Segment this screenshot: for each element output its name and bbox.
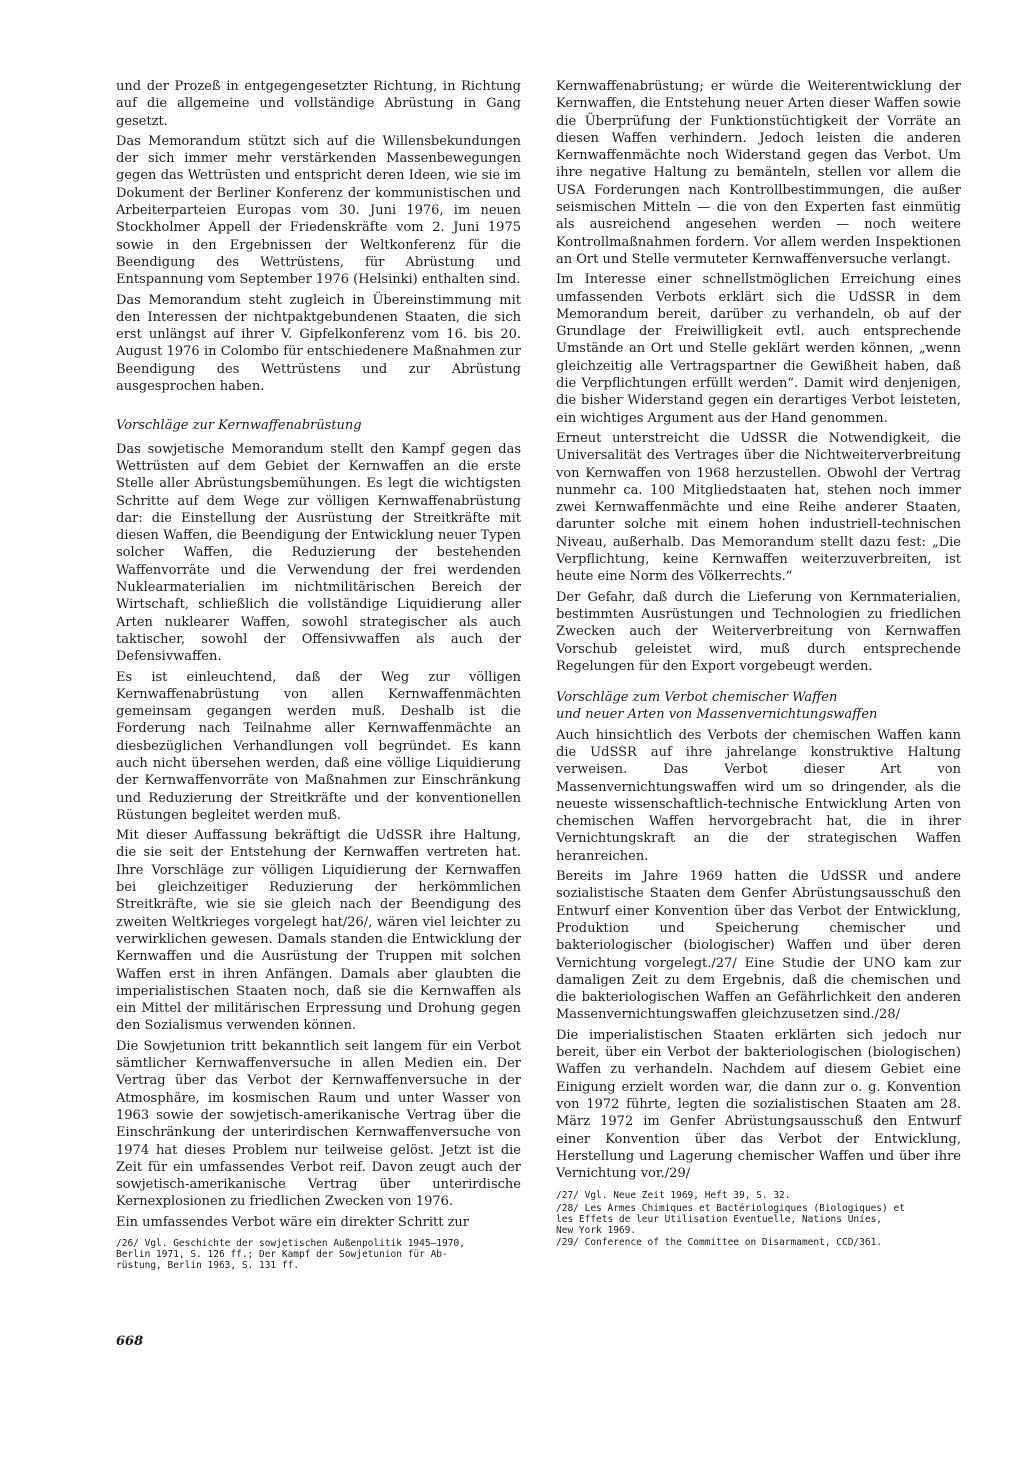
paragraph: Auch hinsichtlich des Verbots der chemischen Waffen kann die UdSSR auf ihre jahrelange konstruktive Haltung verweisen. Das Verbot dieser Art von Massenvernichtungswaffen wird um so dringender, als die neueste wissenschaftlich-technische Entwicklung Arten von chemischen Waffen hervorgebracht hat, die in ihrer Vernichtungskraft an die der strategischen Waffen heranreichen. <box>556 727 961 864</box>
paragraph: Mit dieser Auffassung bekräftigt die UdSSR ihre Haltung, die sie seit der Entstehung der Kernwaffen vertreten hat. Ihre Vorschläge zur völligen Liquidierung der Kernwaffen bei gleichzeitiger Reduzierung der herkömmlichen Streitkräfte, wie sie sie gleich nach der Beendigung des zweiten Weltkrieges vorgelegt hat/26/, wären viel leichter zu verwirklichen gewesen. Damals standen die Entwicklung der Kernwaffen und die Ausrüstung der Truppen mit solchen Waffen erst in ihren Anfängen. Damals aber glaubten die imperialistischen Staaten noch, daß sie die Kernwaffen als ein Mittel der militärischen Erpressung und Drohung gegen den Sozialismus verwenden können. <box>116 828 521 1034</box>
paragraph: Die imperialistischen Staaten erklärten sich jedoch nur bereit, über ein Verbot der bakteriologischen (biologischen) Waffen zu verhandeln. Nachdem auf diesem Gebiet eine Einigung erzielt worden war, die dann zur o. g. Konvention von 1972 führte, legten die sozialistischen Staaten am 28. März 1972 im Genfer Abrüstungsausschuß den Entwurf einer Konvention über das Verbot der Entwicklung, Herstellung und Lagerung chemischer Waffen und über ihre Vernichtung vor./29/ <box>556 1027 961 1182</box>
footnote: /26/ Vgl. Geschichte der sowjetischen Außenpolitik 1945–1970, Berlin 1971, S. 126 ff.; Der Kampf der Sowjetunion für Ab- rüstung, Berlin 1963, S. 131 ff. <box>116 1238 465 1272</box>
left-column <box>116 78 521 1273</box>
paragraph: Erneut unterstreicht die UdSSR die Notwendigkeit, die Universalität des Vertrages über die Nichtweiterverbreitung von Kernwaffen von 1968 herzustellen. Obwohl der Vertrag nunmehr ca. 100 Mitgliedstaaten hat, stehen noch immer zwei Kernwaffenmächte und eine Reihe anderer Staaten, darunter solche mit einem hohen industriell-technischen Niveau, außerhalb. Das Memorandum stellt dazu fest: „Die Verpflichtung, keine Kernwaffen weiterzuverbreiten, ist heute eine Norm des Völkerrechts.“ <box>556 430 961 585</box>
footnote: /27/ Vgl. Neue Zeit 1969, Heft 39, S. 32. <box>556 1190 791 1202</box>
paragraph: Ein umfassendes Verbot wäre ein direkter Schritt zur <box>116 1214 469 1230</box>
paragraph: Der Gefahr, daß durch die Lieferung von Kernmaterialien, bestimmten Ausrüstungen und Technologien zu friedlichen Zwecken auch der Weiterverbreitung von Kernwaffen Vorschub geleistet wird, muß durch entsprechende Regelungen für den Export vorgebeugt werden. <box>556 589 961 674</box>
section-heading: Vorschläge zum Verbot chemischer Waffen und neuer Arten von Massenvernichtungswaffen <box>556 690 878 723</box>
right-column <box>556 78 961 1249</box>
paragraph: Das Memorandum stützt sich auf die Willensbekundungen der sich immer mehr verstärkenden Massenbewegungen gegen das Wettrüsten und entspricht deren Ideen, wie sie im Dokument der Berliner Konferenz der kommunistischen und Arbeiterparteien Europas vom 30. Juni 1976, im neuen Stockholmer Appell der Friedenskräfte vom 2. Juni 1975 sowie in den Ergebnissen der Weltkonferenz für die Beendigung des Wettrüstens, für Abrüstung und Entspannung vom September 1976 (Helsinki) enthalten sind. <box>116 133 521 288</box>
paragraph: und der Prozeß in entgegengesetzter Richtung, in Richtung auf die allgemeine und vollständige Abrüstung in Gang gesetzt. <box>116 79 521 129</box>
paragraph: Das sowjetische Memorandum stellt den Kampf gegen das Wettrüsten auf dem Gebiet der Kernwaffen an die erste Stelle aller Abrüstungsbemühungen. Es legt die wichtigsten Schritte auf dem Wege zur völligen Kernwaffenabrüstung dar: die Einstellung der Ausrüstung der Streitkräfte mit diesen Waffen, die Beendigung der Entwicklung neuer Typen solcher Waffen, die Reduzierung der bestehenden Waffenvorräte und die Verwendung der frei werdenden Nuklearmaterialien im nichtmilitärischen Bereich der Wirtschaft, schließlich die vollständige Liquidierung aller Arten nuklearer Waffen, sowohl strategischer als auch taktischer, sowohl der Offensivwaffen als auch der Defensivwaffen. <box>116 441 521 665</box>
paragraph: Im Interesse einer schnellstmöglichen Erreichung eines umfassenden Verbots erklärt sich die UdSSR in dem Memorandum bereit, darüber zu verhandeln, ob auf der Grundlage der Freiwilligkeit evtl. auch entsprechende Umstände an Ort und Stelle geklärt werden können, „wenn gleichzeitig alle Vertragspartner die Gewißheit haben, daß die Verpflichtungen erfüllt werden“. Damit wird denjenigen, die bisher Widerstand gegen ein derartiges Verbot leisteten, ein wichtiges Argument aus der Hand genommen. <box>556 272 961 426</box>
section-heading: Vorschläge zur Kernwaffenabrüstung <box>116 418 362 434</box>
paragraph: Die Sowjetunion tritt bekanntlich seit langem für ein Verbot sämtlicher Kernwaffenversuche in allen Medien ein. Der Vertrag über das Verbot der Kernwaffenversuche in der Atmosphäre, im kosmischen Raum und unter Wasser von 1963 sowie der sowjetisch-amerikanische Vertrag über die Einschränkung der unterirdischen Kernwaffenversuche von 1974 hat dieses Problem nur teilweise gelöst. Jetzt ist die Zeit für ein umfassendes Verbot reif. Davon zeugt auch der sowjetisch-amerikanische Vertrag über unterirdische Kernexplosionen zu friedlichen Zwecken von 1976. <box>116 1038 521 1210</box>
paragraph: Kernwaffenabrüstung; er würde die Weiterentwicklung der Kernwaffen, die Entstehung neuer Arten dieser Waffen sowie die Überprüfung der Funktionstüchtigkeit der Vorräte an diesen Waffen verhindern. Jedoch leisten die anderen Kernwaffenmächte noch Widerstand gegen das Verbot. Um ihre negative Haltung zu bemänteln, stellen vor allem die USA Forderungen nach Kontrollbestimmungen, die außer seismischen Mitteln — die von den Experten fast einmütig als ausreichend angesehen werden — noch weitere Kontrollmaßnahmen fordern. Vor allem werden Inspektionen an Ort und Stelle vermuteter Kernwaffenversuche verlangt. <box>556 79 961 267</box>
footnote: /29/ Conference of the Committee on Disarmament, CCD/361. <box>556 1237 883 1249</box>
paragraph: Bereits im Jahre 1969 hatten die UdSSR und andere sozialistische Staaten dem Genfer Abrüstungsausschuß den Entwurf einer Konvention über das Verbot der Entwicklung, Produktion und Speicherung chemischer und bakteriologischer (biologischer) Waffen und über deren Vernichtung vorgelegt./27/ Eine Studie der UNO kam zur damaligen Zeit zu dem Ergebnis, daß die chemischen und die bakteriologischen Waffen an Gefährlichkeit den anderen Massenvernichtungswaffen gleichzusetzen sind./28/ <box>556 869 961 1023</box>
paragraph: Es ist einleuchtend, daß der Weg zur völligen Kernwaffenabrüstung von allen Kernwaffenmächten gemeinsam gegangen werden muß. Deshalb ist die Forderung nach Teilnahme aller Kernwaffenmächte an diesbezüglichen Verhandlungen voll begründet. Es kann auch nicht übersehen werden, daß eine völlige Liquidierung der Kernwaffenvorräte von Maßnahmen zur Einschränkung und Reduzierung der Streitkräfte und der konventionellen Rüstungen begleitet werden muß. <box>116 669 521 823</box>
footnote: /28/ Les Armes Chimiques et Bactériologiques (Biologiques) et les Effets de leur Utilisation Eventuelle, Nations Unies, New York 1969. <box>556 1202 905 1237</box>
paragraph: Das Memorandum steht zugleich in Übereinstimmung mit den Interessen der nichtpaktgebundenen Staaten, die sich erst unlängst auf ihrer V. Gipfelkonferenz vom 16. bis 20. August 1976 in Colombo für entschiedenere Maßnahmen zur Beendigung des Wettrüstens und zur Abrüstung ausgesprochen haben. <box>116 292 521 395</box>
page-number: 668 <box>116 1334 144 1349</box>
